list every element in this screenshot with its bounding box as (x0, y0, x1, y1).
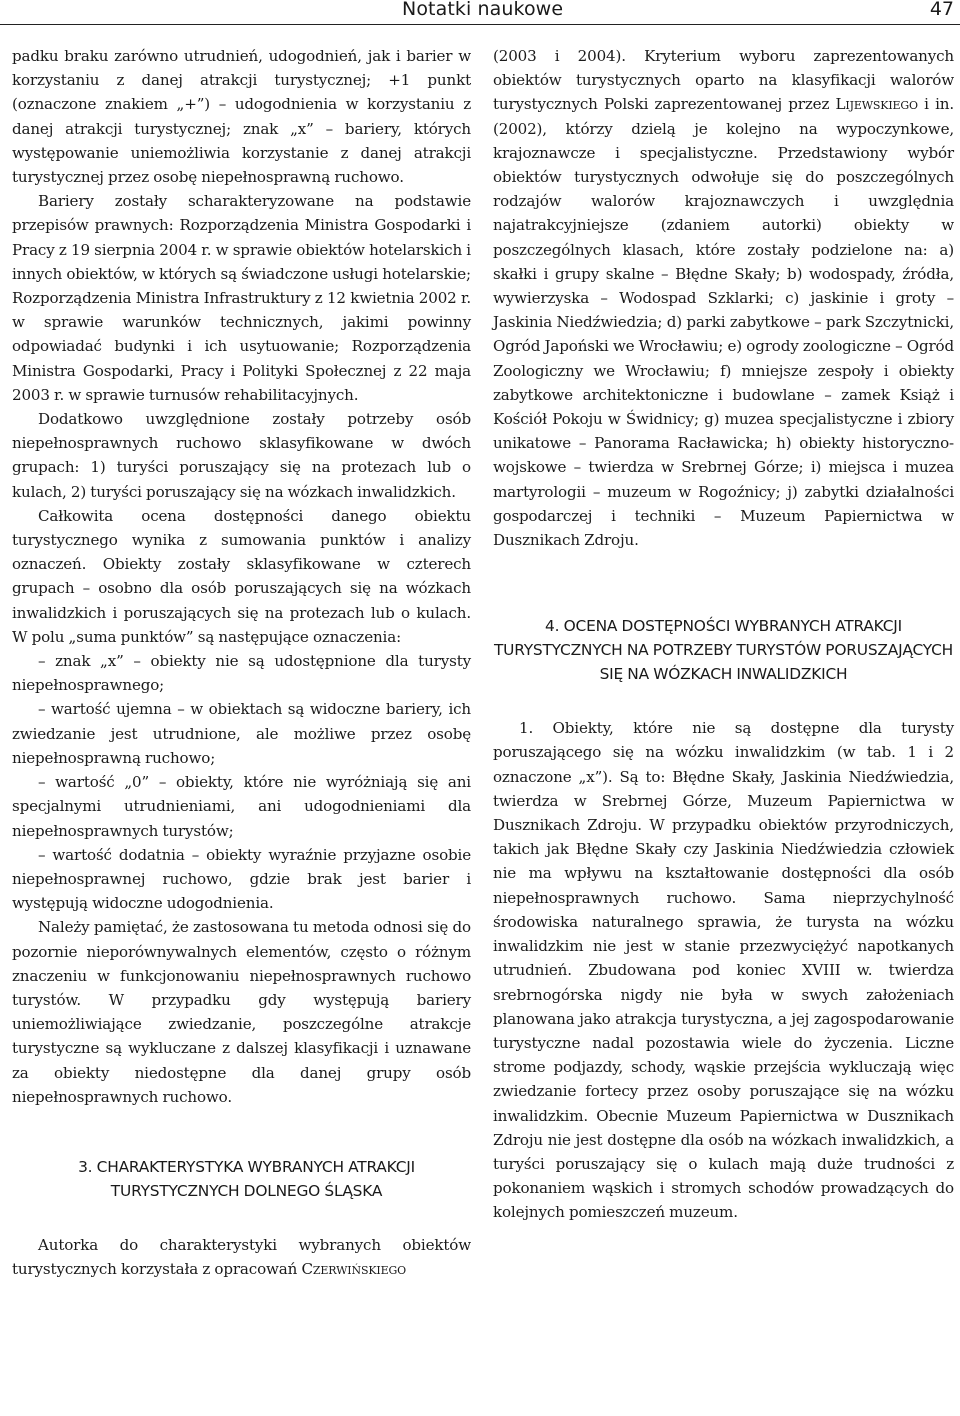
paragraph-text: i in. (2002), którzy dzielą je kolejno na wypoczynkowe, krajoznawcze i specjalistyczne. Przedstawiony wybór obiektów turystycznych odwołuje się do poszczególnych rodzajów walorów krajoznawczych i uwzględnia najatrakcyjniejsze (zdaniem autorki) obiekty w poszczególnych klasach, które zostały podzielone na: a) skałki i grupy skalne – Błędne Skały; b) wodospady, źródła, wywierzyska – Wodospad Szklarki; c) jaskinie i groty – Jaskinia Niedźwiedzia; d) parki zabytkowe – park Szczytnicki, Ogród Japoński we Wrocławiu; e) ogrody zoologiczne – Ogród Zoologiczny we Wrocławiu; f) mniejsze zespoły i obiekty zabytkowe architektoniczne i budowlane – zamek Książ i Kościół Pokoju w Świdnicy; g) muzea specjalistyczne i zbiory unikatowe – Panorama Racławicka; h) obiekty historyczno-wojskowe – twierdza w Srebrnej Górze; i) miejsca i muzea martyrologii – muzeum w Rogoźnicy; j) zabytki działalności gospodarczej i techniki – Muzeum Papiernictwa w Dusznikach Zdroju. (493, 95, 954, 550)
paragraph: Bariery zostały scharakteryzowane na podstawie przepisów prawnych: Rozporządzenia Ministra Gospodarki i Pracy z 19 sierpnia 2004 r. w sprawie obiektów hotelarskich i innych obiektów, w których są świadczone usługi hotelarskie; Rozporządzenia Ministra Infrastruktury z 12 kwietnia 2002 r. w sprawie warunków technicznych, jakimi powinny odpowiadać budynki i ich usytuowanie; Rozporządzenia Ministra Gospodarki, Pracy i Polityki Społecznej z 22 maja 2003 r. w sprawie turnusów rehabilitacyjnych. (12, 192, 471, 404)
paragraph-text: (2003 i 2004). Kryterium wyboru zaprezentowanych obiektów turystycznych oparto na klasyfikacji walorów turystycznych Polski zaprezentowanej przez (493, 47, 954, 114)
cited-author: Lijewskiego (835, 95, 918, 114)
list-item: – wartość „0” – obiekty, które nie wyróżniają się ani specjalnymi utrudnieniami, ani udogodnieniami dla niepełnosprawnych turystów; (12, 773, 471, 840)
cited-author: Czerwińskiego (301, 1260, 406, 1279)
list-item: – znak „x” – obiekty nie są udostępnione dla turysty niepełnosprawnego; (12, 652, 471, 695)
list-item: – wartość ujemna – w obiektach są widoczne bariery, ich zwiedzanie jest utrudnione, ale możliwe przez osobę niepełnosprawną ruchowo; (12, 700, 471, 767)
section-heading-3: 3. CHARAKTERYSTYKA WYBRANYCH ATRAKCJI TURYSTYCZNYCH DOLNEGO ŚLĄSKA (78, 1157, 415, 1200)
list-item: – wartość dodatnia – obiekty wyraźnie przyjazne osobie niepełnosprawnej ruchowo, gdzie brak jest barier i występują widoczne udogodnienia. (12, 845, 471, 913)
paragraph: Dodatkowo uwzględnione zostały potrzeby osób niepełnosprawnych ruchowo sklasyfikowane w dwóch grupach: 1) turyści poruszający się na protezach lub o kulach, 2) turyści poruszający się na wózkach inwalidzkich. (12, 410, 471, 501)
paragraph (12, 1233, 471, 1281)
paragraph: Należy pamiętać, że zastosowana tu metoda odnosi się do pozornie nieporównywalnych elementów, często o różnym znaczeniu w funkcjonowaniu niepełnosprawnych ruchowo turystów. W przypadku gdy występują bariery uniemożliwiające zwiedzanie, poszczególne atrakcje turystyczne są wykluczane z dalszej klasyfikacji i uznawane za obiekty niedostępne dla danej grupy osób niepełnosprawnych ruchowo. (12, 918, 471, 1106)
journal-title: Notatki naukowe (402, 0, 564, 20)
left-column (12, 44, 471, 1281)
paragraph: 1. Obiekty, które nie są dostępne dla turysty poruszającego się na wózku inwalidzkim (w tab. 1 i 2 oznaczone „x”). Są to: Błędne Skały, Jaskinia Niedźwiedzia, twierdza w Srebrnej Górze, Muzeum Papiernictwa w Dusznikach Zdroju. W przypadku obiektów przyrodniczych, takich jak Błędne Skały czy Jaskinia Niedźwiedzia człowiek nie ma wpływu na kształtowanie dostępności dla osób niepełnosprawnych ruchowo. Sama nieprzychylność środowiska naturalnego sprawia, że turysta na wózku inwalidzkim nie jest w stanie przezwyciężyć napotkanych utrudnień. Zbudowana pod koniec XVIII w. twierdza srebrnogórska nigdy nie była w swych założeniach planowana jako atrakcja turystyczna, a jej zagospodarowanie turystyczne nadal pozostawia wiele do życzenia. Liczne strome podjazdy, schody, wąskie przejścia wykluczają więc zwiedzanie fortecy przez osoby poruszające się na wózku inwalidzkim. Obecnie Muzeum Papiernictwa w Dusznikach Zdroju nie jest dostępne dla osób na wózkach inwalidzkich, a turyści poruszający się o kulach mają duże trudności z pokonaniem wąskich i stromych schodów prowadzących do kolejnych pomieszczeń muzeum. (493, 719, 954, 1222)
running-header (0, 0, 960, 26)
right-column (493, 44, 954, 1225)
page-number: 47 (929, 0, 954, 20)
paragraph: padku braku zarówno utrudnień, udogodnień, jak i barier w korzystaniu z danej atrakcji turystycznej; +1 punkt (oznaczone znakiem „+”) – udogodnienia w korzystaniu z danej atrakcji turystycznej; znak „x” – bariery, których występowanie uniemożliwia korzystanie z danej atrakcji turystycznej przez osobę niepełnosprawną ruchowo. (12, 47, 471, 187)
header-rule (0, 24, 960, 25)
paragraph-text: Autorka do charakterystyki wybranych obiektów turystycznych korzystała z opracowań (12, 1235, 471, 1279)
section-heading-4: 4. OCENA DOSTĘPNOŚCI WYBRANYCH ATRAKCJI TURYSTYCZNYCH NA POTRZEBY TURYSTÓW PORUSZAJĄCYCH SIĘ NA WÓZKACH INWALIDZKICH (493, 617, 954, 684)
paragraph (493, 44, 954, 552)
paragraph: Całkowita ocena dostępności danego obiektu turystycznego wynika z sumowania punktów i analizy oznaczeń. Obiekty zostały sklasyfikowane w czterech grupach – osobno dla osób poruszających się na wózkach inwalidzkich i poruszających się na protezach lub o kulach. W polu „suma punktów” są następujące oznaczenia: (12, 506, 471, 646)
